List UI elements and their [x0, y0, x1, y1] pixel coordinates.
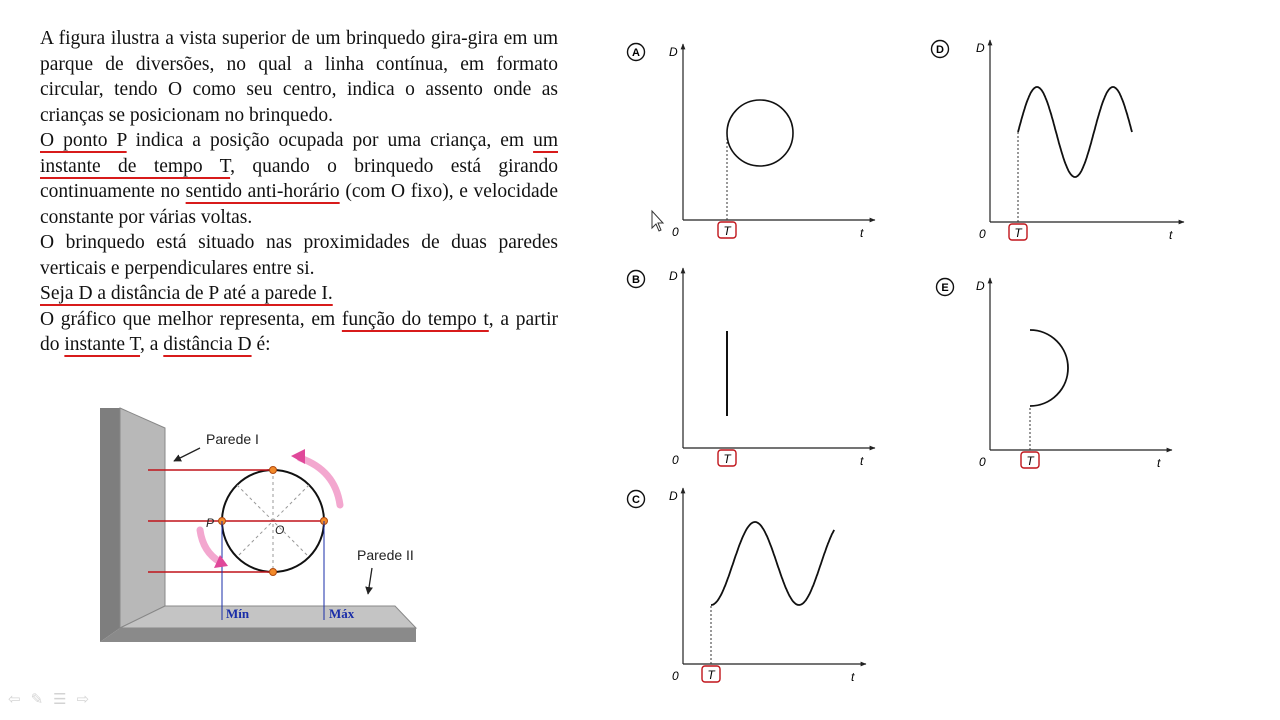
time-marker-label: T: [723, 452, 731, 466]
underlined-phrase: um instante de tempo T: [40, 130, 558, 177]
text-phrase: O brinquedo está situado nas proximidades de duas paredes verticais e perpendiculares entre si.: [40, 232, 558, 279]
x-axis-label: t: [1169, 228, 1173, 242]
option-letter: B: [632, 274, 640, 286]
underlined-phrase: instante T: [64, 334, 141, 355]
max-label: Máx: [329, 606, 355, 621]
y-axis-label: D: [976, 279, 985, 293]
x-axis-label: t: [860, 454, 864, 468]
text-phrase: , quando o brinquedo está girando continuamente no: [40, 155, 558, 202]
option-e-graph[interactable]: [937, 278, 1173, 470]
option-letter: A: [632, 47, 640, 59]
text-phrase: , a: [140, 334, 164, 355]
option-d-graph[interactable]: [932, 40, 1185, 242]
origin-label: 0: [979, 455, 986, 469]
curve: [711, 522, 834, 605]
parede-2-edge: [100, 628, 416, 642]
parede-2-floor: [120, 606, 416, 628]
y-axis-label: D: [669, 489, 678, 503]
curve: [727, 100, 793, 166]
underlined-phrase: distância D: [163, 334, 252, 355]
y-axis-label: D: [669, 45, 678, 59]
origin-label: 0: [979, 227, 986, 241]
underlined-phrase: função do tempo t: [341, 308, 489, 330]
text-phrase: , a partir do: [40, 308, 558, 355]
text-phrase: (com O fixo), e velocidade constante por várias voltas.: [40, 181, 559, 228]
origin-label: 0: [672, 225, 679, 239]
point-p-label: P: [206, 516, 215, 530]
text-phrase: A figura ilustra a vista superior de um brinquedo gira-gira em um parque de diversões, no qual a linha contínua, em formato circular, tendo O como seu centro, indica o assento onde as crianças se posicionam no brinquedo.: [40, 28, 558, 126]
arrow-left-icon[interactable]: ⇦: [8, 690, 21, 708]
y-axis-label: D: [669, 269, 678, 283]
parede-1-face: [120, 408, 165, 628]
text-phrase: O gráfico que melhor representa, em: [40, 308, 342, 330]
underlined-phrase: Seja D a distância de P até a parede I.: [40, 283, 333, 304]
pen-icon[interactable]: ✎: [30, 690, 44, 708]
time-marker-label: T: [1026, 454, 1034, 468]
option-letter: E: [941, 282, 949, 294]
option-c-graph[interactable]: [628, 488, 867, 684]
option-letter: C: [632, 494, 640, 506]
underlined-phrase: sentido anti-horário: [185, 181, 340, 202]
min-label: Mín: [226, 606, 250, 621]
origin-label: 0: [672, 669, 679, 683]
underlined-phrase: O ponto P: [40, 130, 127, 151]
center-o-label: O: [275, 523, 285, 537]
y-axis-label: D: [976, 41, 985, 55]
arrow-right-icon[interactable]: ⇨: [76, 690, 90, 708]
option-a-graph[interactable]: [628, 44, 876, 241]
parede-2-label: Parede II: [357, 547, 414, 563]
time-marker-label: T: [1014, 226, 1022, 240]
parede-1-wall: [100, 408, 120, 642]
parede-1-label: Parede I: [206, 431, 259, 447]
x-axis-label: t: [851, 670, 855, 684]
time-marker-label: T: [707, 668, 715, 682]
curve: [1018, 87, 1132, 177]
bottom-toolbar: [8, 690, 89, 708]
text-phrase: é:: [251, 334, 271, 355]
x-axis-label: t: [860, 226, 864, 240]
origin-label: 0: [672, 453, 679, 467]
parede-2-arrow: [368, 568, 372, 594]
curve: [1030, 330, 1068, 406]
x-axis-label: t: [1157, 456, 1161, 470]
time-marker-label: T: [723, 224, 731, 238]
rotation-arrows: [200, 449, 340, 568]
parede-1-arrow: [174, 448, 200, 461]
text-phrase: indica a posição ocupada por uma criança, em: [126, 130, 534, 151]
mouse-cursor-icon: [652, 211, 663, 231]
menu-icon[interactable]: ☰: [53, 690, 67, 708]
option-b-graph[interactable]: [628, 268, 876, 468]
option-letter: D: [936, 44, 944, 56]
